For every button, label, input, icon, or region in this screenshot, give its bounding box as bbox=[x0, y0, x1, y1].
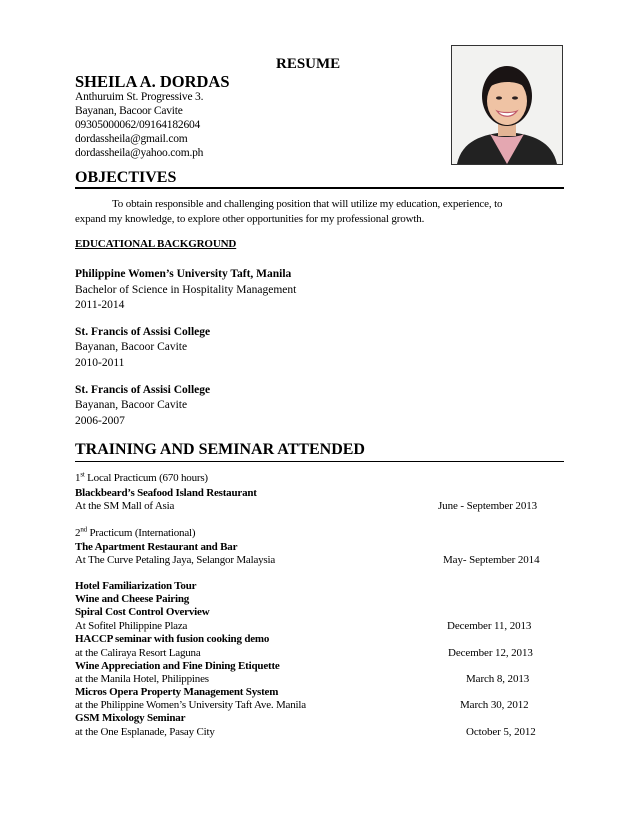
school-3-name: St. Francis of Assisi College bbox=[75, 384, 211, 396]
training-heading: TRAINING AND SEMINAR ATTENDED bbox=[75, 441, 365, 458]
school-1-name: Philippine Women’s University Taft, Manila bbox=[75, 268, 292, 280]
practicum-1-place: At the SM Mall of Asia bbox=[75, 500, 175, 512]
school-2-years: 2010-2011 bbox=[75, 357, 125, 369]
micros-date: March 30, 2012 bbox=[460, 699, 529, 711]
objectives-text-line-1: To obtain responsible and challenging position that will utilize my education, experience, to bbox=[112, 198, 503, 210]
practicum-2-place: At The Curve Petaling Jaya, Selangor Malaysia bbox=[75, 554, 276, 566]
practicum-2-label: 2nd Practicum (International) bbox=[75, 525, 196, 539]
practicum-2-name: The Apartment Restaurant and Bar bbox=[75, 541, 238, 553]
school-2-location: Bayanan, Bacoor Cavite bbox=[75, 341, 188, 353]
address-line-2: Bayanan, Bacoor Cavite bbox=[75, 105, 183, 117]
gsm-title: GSM Mixology Seminar bbox=[75, 712, 186, 724]
school-3-location: Bayanan, Bacoor Cavite bbox=[75, 399, 188, 411]
training-divider bbox=[75, 461, 564, 462]
school-3-years: 2006-2007 bbox=[75, 415, 125, 427]
email-yahoo: dordassheila@yahoo.com.ph bbox=[75, 147, 204, 159]
gsm-date: October 5, 2012 bbox=[466, 726, 536, 738]
tour-title: Hotel Familiarization Tour bbox=[75, 580, 197, 592]
gsm-place: at the One Esplanade, Pasay City bbox=[75, 726, 215, 738]
wine-etiquette-title: Wine Appreciation and Fine Dining Etiquette bbox=[75, 660, 280, 672]
micros-place: at the Philippine Women’s University Taft Ave. Manila bbox=[75, 699, 306, 711]
school-2-name: St. Francis of Assisi College bbox=[75, 326, 211, 338]
address-line-1: Anthuruim St. Progressive 3. bbox=[75, 91, 204, 103]
objectives-heading: OBJECTIVES bbox=[75, 169, 177, 186]
wine-etiquette-date: March 8, 2013 bbox=[466, 673, 530, 685]
practicum-1-name: Blackbeard’s Seafood Island Restaurant bbox=[75, 487, 257, 499]
education-heading: EDUCATIONAL BACKGROUND bbox=[75, 238, 237, 250]
school-1-years: 2011-2014 bbox=[75, 299, 125, 311]
haccp-place: at the Caliraya Resort Laguna bbox=[75, 647, 201, 659]
sofitel-date: December 11, 2013 bbox=[447, 620, 532, 632]
portrait-icon bbox=[452, 46, 562, 164]
haccp-title: HACCP seminar with fusion cooking demo bbox=[75, 633, 270, 645]
wine-cheese-title: Wine and Cheese Pairing bbox=[75, 593, 190, 605]
phone-numbers: 09305000062/09164182604 bbox=[75, 119, 201, 131]
sofitel-place: At Sofitel Philippine Plaza bbox=[75, 620, 188, 632]
wine-etiquette-place: at the Manila Hotel, Philippines bbox=[75, 673, 209, 685]
haccp-date: December 12, 2013 bbox=[448, 647, 533, 659]
school-1-degree: Bachelor of Science in Hospitality Management bbox=[75, 284, 297, 296]
applicant-name: SHEILA A. DORDAS bbox=[75, 72, 230, 91]
practicum-1-label: 1st Local Practicum (670 hours) bbox=[75, 470, 208, 484]
profile-photo bbox=[451, 45, 563, 165]
email-gmail: dordassheila@gmail.com bbox=[75, 133, 188, 145]
objectives-divider bbox=[75, 187, 564, 189]
practicum-2-date: May- September 2014 bbox=[443, 554, 540, 566]
document-title: RESUME bbox=[276, 56, 341, 72]
practicum-1-date: June - September 2013 bbox=[438, 500, 538, 512]
micros-title: Micros Opera Property Management System bbox=[75, 686, 279, 698]
objectives-text-line-2: expand my knowledge, to explore other opportunities for my professional growth. bbox=[75, 213, 425, 225]
cost-control-title: Spiral Cost Control Overview bbox=[75, 606, 210, 618]
